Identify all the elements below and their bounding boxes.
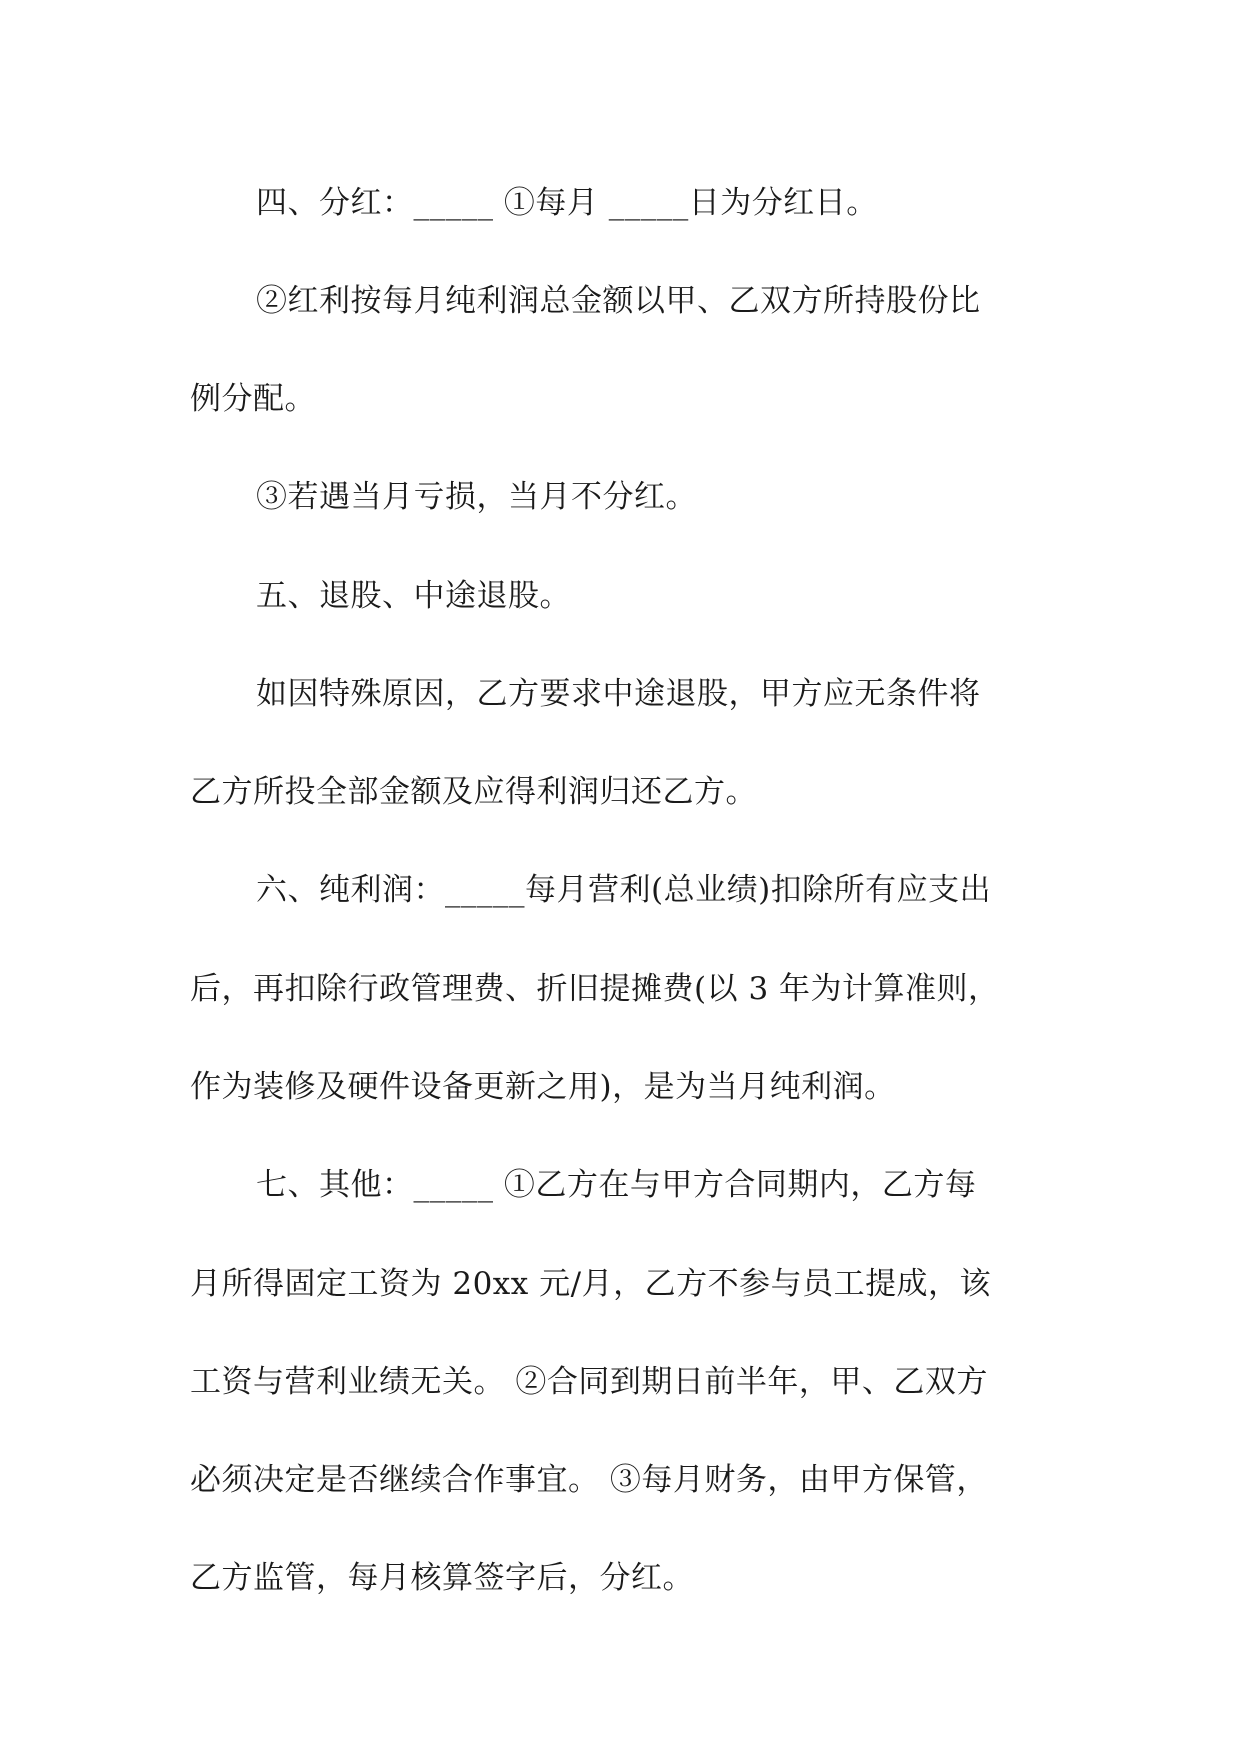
section-4-dividend-line-1: 四、分红：_____ ①每月 _____日为分红日。 xyxy=(256,185,878,221)
section-4-dividend-line-3: 例分配。 xyxy=(190,381,316,417)
section-7-other-line-1: 七、其他：_____ ①乙方在与甲方合同期内，乙方每 xyxy=(256,1167,977,1203)
section-5-heading: 五、退股、中途退股。 xyxy=(256,578,571,614)
section-5-paragraph-line-1: 如因特殊原因，乙方要求中途退股，甲方应无条件将 xyxy=(256,676,981,712)
section-7-other-line-2: 月所得固定工资为 20xx 元/月，乙方不参与员工提成，该 xyxy=(190,1266,992,1302)
section-6-net-profit-line-1: 六、纯利润：_____每月营利(总业绩)扣除所有应支出 xyxy=(256,872,992,908)
section-4-dividend-line-2: ②红利按每月纯利润总金额以甲、乙双方所持股份比 xyxy=(256,283,981,319)
section-7-other-line-5: 乙方监管，每月核算签字后，分红。 xyxy=(190,1560,694,1596)
section-5-paragraph-line-2: 乙方所投全部金额及应得利润归还乙方。 xyxy=(190,774,757,810)
section-7-other-line-3: 工资与营利业绩无关。 ②合同到期日前半年，甲、乙双方 xyxy=(190,1364,988,1400)
section-6-net-profit-line-3: 作为装修及硬件设备更新之用)，是为当月纯利润。 xyxy=(190,1069,896,1105)
section-4-dividend-line-4: ③若遇当月亏损，当月不分红。 xyxy=(256,479,697,515)
section-7-other-line-4: 必须决定是否继续合作事宜。 ③每月财务，由甲方保管， xyxy=(190,1462,988,1498)
section-6-net-profit-line-2: 后，再扣除行政管理费、折旧提摊费(以 3 年为计算准则， xyxy=(190,971,1000,1007)
